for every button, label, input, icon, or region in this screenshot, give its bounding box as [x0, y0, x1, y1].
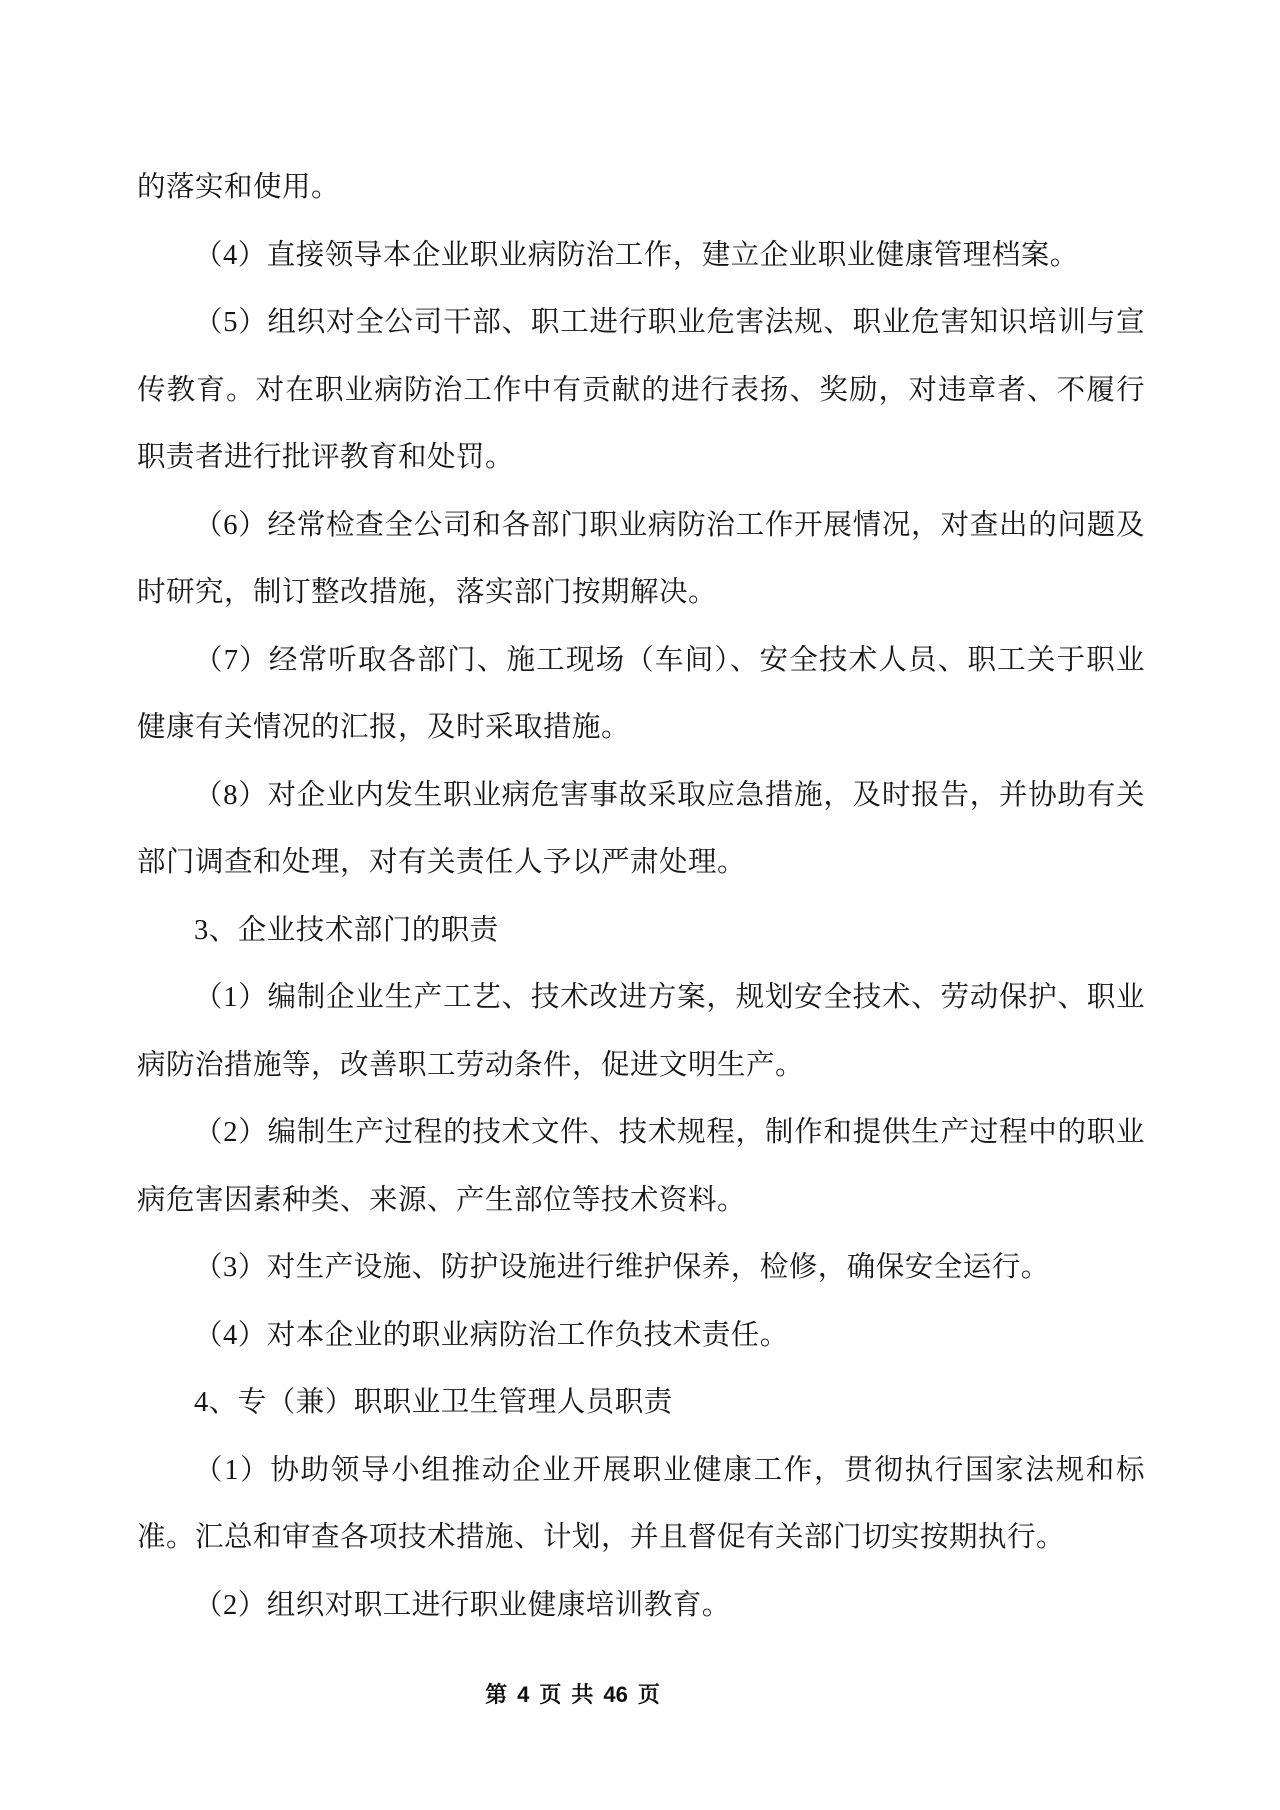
- paragraph-5: （7）经常听取各部门、施工现场（车间）、安全技术人员、职工关于职业健康有关情况的汇报，及时采取措施。: [137, 644, 1145, 743]
- section-heading-3: 3、企业技术部门的职责: [194, 914, 499, 946]
- paragraph-1: 的落实和使用。: [137, 172, 341, 203]
- footer-total-pages: 46: [603, 1682, 628, 1707]
- footer-page-number: 4: [517, 1682, 530, 1707]
- paragraph-3: （5）组织对全公司干部、职工进行职业危害法规、职业危害知识培训与宣传教育。对在职业病防治工作中有贡献的进行表扬、奖励，对违章者、不履行职责者进行批评教育和处罚。: [137, 307, 1145, 473]
- footer-label-page: 页: [539, 1682, 562, 1707]
- paragraph-6: （8）对企业内发生职业病危害事故采取应急措施，及时报告，并协助有关部门调查和处理，对有关责任人予以严肃处理。: [137, 779, 1145, 878]
- footer-label-total: 共: [571, 1682, 594, 1707]
- paragraph-2: （4）直接领导本企业职业病防治工作，建立企业职业健康管理档案。: [194, 239, 1079, 271]
- paragraph-4: （6）经常检查全公司和各部门职业病防治工作开展情况，对查出的问题及时研究，制订整改措施，落实部门按期解决。: [137, 509, 1145, 608]
- document-body: [137, 154, 1145, 1639]
- footer-suffix: 页: [637, 1682, 660, 1707]
- footer-prefix: 第: [485, 1682, 508, 1707]
- paragraph-9: （2）编制生产过程的技术文件、技术规程，制作和提供生产过程中的职业病危害因素种类、来源、产生部位等技术资料。: [137, 1117, 1145, 1216]
- paragraph-14: （2）组织对职工进行职业健康培训教育。: [194, 1589, 731, 1621]
- paragraph-8: （1）编制企业生产工艺、技术改进方案，规划安全技术、劳动保护、职业病防治措施等，改善职工劳动条件，促进文明生产。: [137, 982, 1145, 1081]
- paragraph-10: （3）对生产设施、防护设施进行维护保养，检修，确保安全运行。: [194, 1252, 1050, 1283]
- paragraph-13: （1）协助领导小组推动企业开展职业健康工作，贯彻执行国家法规和标准。汇总和审查各项技术措施、计划，并且督促有关部门切实按期执行。: [137, 1454, 1145, 1553]
- section-heading-4: 4、专（兼）职职业卫生管理人员职责: [194, 1387, 673, 1418]
- page-footer: [0, 1680, 1145, 1710]
- paragraph-11: （4）对本企业的职业病防治工作负技术责任。: [194, 1319, 789, 1351]
